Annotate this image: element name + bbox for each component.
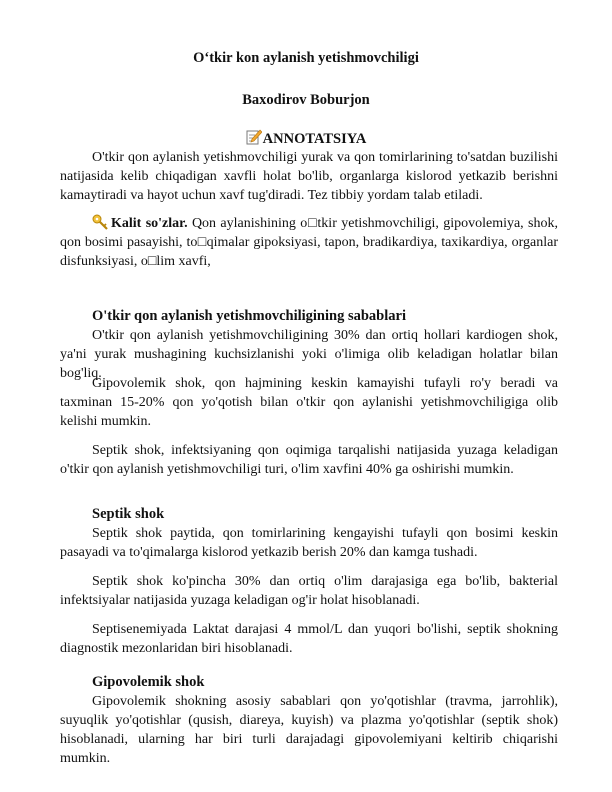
- document-title: O‘tkir kon aylanish yetishmovchiligi: [193, 50, 419, 66]
- key-icon: [92, 214, 110, 230]
- annotation-heading: [0, 129, 612, 149]
- septic-paragraph-3: Septisenemiyada Laktat darajasi 4 mmol/L dan yuqori bo'lishi, septik shokning diagnostik mezonlaridan biri hisoblanadi.: [60, 622, 558, 656]
- section-heading-hypovolemic: Gipovolemik shok: [92, 674, 205, 690]
- memo-pencil-icon: [246, 129, 262, 145]
- annotation-heading-text: ANNOTATSIYA: [262, 131, 367, 147]
- causes-paragraph-2: Gipovolemik shok, qon hajmining keskin kamayishi tufayli ro'y beradi va taxminan 15-20% qon yo'qotish bilan o'tkir qon aylanishi yetishmovchiligiga olib kelishi mumkin.: [60, 376, 558, 429]
- keywords-text: Qon aylanishining o□tkir yetishmovchiligi, gipovolemiya, shok, qon bosimi pasayishi, to□qimalar gipoksiyasi, tapon, bradikardiya, taxikardiya, organlar disfunksiyasi, o□lim xavfi,: [60, 216, 559, 269]
- septic-paragraph-2: Septik shok ko'pincha 30% dan ortiq o'lim darajasiga ega bo'lib, bakterial infektsiyalar natijasida yuzaga keladigan og'ir holat hisoblanadi.: [60, 574, 558, 608]
- author-name: Baxodirov Boburjon: [242, 92, 370, 108]
- causes-paragraph-1: O'tkir qon aylanish yetishmovchiligining 30% dan ortiq hollari kardiogen shok, ya'ni yurak mushagining kuchsizlanishi yoki o'limiga olib keladigan holatlar bilan bog'liq.: [60, 328, 558, 381]
- keywords-label: Kalit so'zlar.: [111, 216, 188, 231]
- annotation-paragraph: O'tkir qon aylanish yetishmovchiligi yurak va qon tomirlarining to'satdan buzilishi natijasida kelib chiqadigan xavfli holat bo'lib, organlarga kislorod yetkazib berishni kamaytiradi va hayot uchun xavf tug'diradi. Tez tibbiy yordam talab etiladi.: [60, 150, 558, 203]
- keywords-paragraph: [60, 214, 558, 271]
- hypovolemic-paragraph-1: Gipovolemik shokning asosiy sabablari qon yo'qotishlar (travma, jarrohlik), suyuqlik yo'qotishlar (qusish, diareya, kuyish) va plazma yo'qotishlar (septik shok) hisoblanadi, ularning har biri turli darajadagi gipovolemiyani keltirib chiqarishi mumkin.: [60, 694, 558, 766]
- section-heading-septic: Septik shok: [92, 506, 165, 522]
- causes-paragraph-3: Septik shok, infektsiyaning qon oqimiga tarqalishi natijasida yuzaga keladigan o'tkir qon aylanish yetishmovchiligi turi, o'lim xavfini 40% ga oshirishi mumkin.: [60, 443, 558, 477]
- septic-paragraph-1: Septik shok paytida, qon tomirlarining kengayishi tufayli qon bosimi keskin pasayadi va to'qimalarga kislorod yetkazib berish 20% dan kamga tushadi.: [60, 526, 558, 560]
- section-heading-causes: O'tkir qon aylanish yetishmovchiligining sabablari: [92, 308, 406, 324]
